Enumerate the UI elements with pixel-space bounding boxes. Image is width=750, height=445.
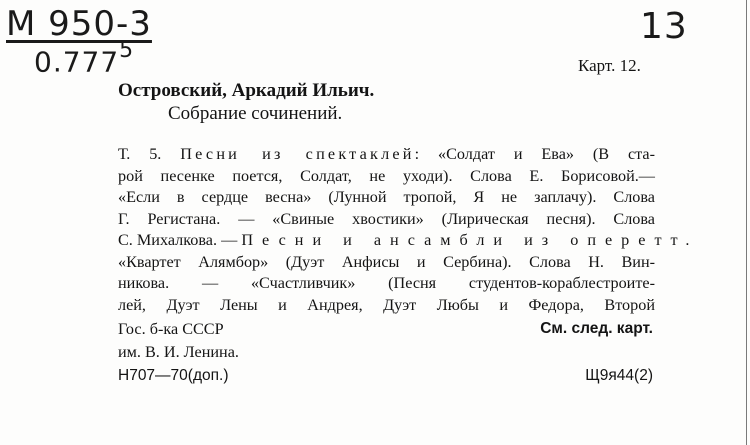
library-name: Гос. б-ка СССР (118, 320, 224, 338)
line-text: рой песенке поется, Солдат, не уходи). Слова Е. Борисовой.— (118, 166, 655, 185)
library-row-2 (118, 343, 655, 362)
card-edge (746, 0, 747, 445)
contents-line (118, 230, 699, 252)
line-text: : «Солдат и Ева» (В ста- (414, 145, 655, 163)
contents-line (118, 273, 655, 295)
line-text: Т. 5. (118, 145, 181, 163)
line-text: «Если в сердце весна» (Лунной тропой, Я не заплачу). Слова (118, 188, 655, 206)
shelf-mark-sup: 5 (119, 38, 135, 63)
author-heading: Островский, Аркадий Ильич. (118, 80, 375, 101)
line-text: «Квартет Алямбор» (Дуэт Анфисы и Сербина). Слова Н. Вин- (118, 252, 655, 271)
line-text: лей, Дуэт Лены и Андрея, Дуэт Любы и Федора, Второй (118, 295, 655, 314)
shelf-mark-line2-text: 0.777 (34, 45, 120, 79)
contents-line (118, 166, 655, 188)
contents-text (118, 144, 699, 316)
line-text: С. Михалкова. — (118, 231, 242, 249)
work-title: Собрание сочинений. (168, 103, 343, 124)
library-name-cont: им. В. И. Ленина. (118, 343, 239, 361)
shelf-mark-line1-text: М 950-3 (6, 4, 152, 44)
card-number-handwritten: 13 (640, 6, 688, 47)
contents-line (118, 295, 655, 317)
line-spaced-text: Песни из спектаклей (180, 145, 415, 163)
line-text: Г. Регистана. — «Свиные хвостики» (Лирическая песня). Слова (118, 209, 655, 228)
contents-line (118, 252, 655, 274)
see-next-card: См. след. карт. (540, 320, 653, 337)
index-code: Щ9я44(2) (585, 367, 653, 384)
order-code: Н707—70(доп.) (118, 367, 229, 384)
shelf-mark-line2 (34, 38, 135, 79)
line-spaced-text: Песни и ансамбли из оперетт. (241, 231, 699, 249)
contents-line (118, 209, 655, 231)
contents-line (118, 144, 655, 166)
card-label: Карт. 12. (578, 56, 641, 75)
line-text: никова. — «Счастливчик» (Песня студентов-кораблестроите- (118, 274, 655, 292)
contents-line (118, 187, 655, 209)
